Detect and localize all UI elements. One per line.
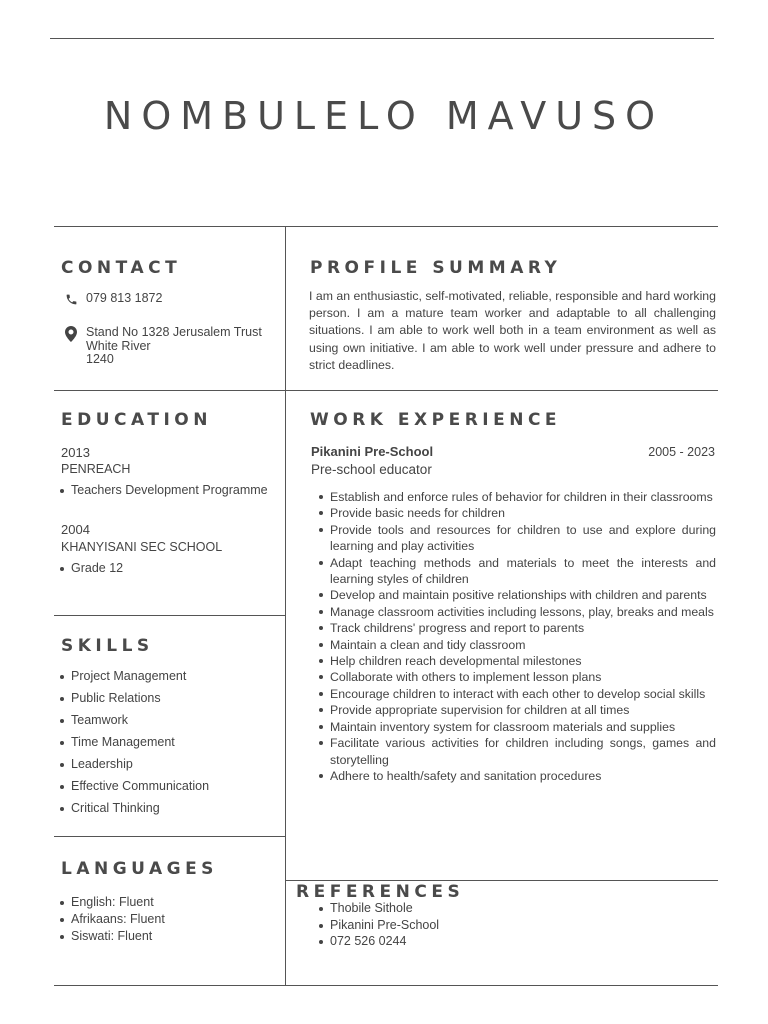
- profile-heading-text: ROFILE SUMMARY: [326, 258, 562, 278]
- candidate-name: NOMBULELO MAVUSO: [103, 94, 665, 138]
- address-line-3: 1240: [86, 352, 114, 366]
- list-item: Develop and maintain positive relationships with children and parents: [319, 587, 716, 603]
- languages-heading-text: ANGUAGES: [76, 859, 218, 879]
- languages-list: [60, 895, 165, 946]
- education-items-list: [60, 561, 123, 575]
- job-dates: 2005 - 2023: [648, 445, 715, 459]
- skills-heading: [61, 636, 154, 656]
- education-year: 2004: [61, 522, 90, 537]
- list-item: Effective Communication: [60, 779, 209, 801]
- phone-icon: [60, 292, 82, 306]
- contact-phone: 079 813 1872: [86, 291, 163, 305]
- references-heading: REFERENCES: [296, 882, 465, 902]
- list-item: English: Fluent: [60, 895, 165, 912]
- list-item: Manage classroom activities including lessons, play, breaks and meals: [319, 604, 716, 620]
- list-item: Maintain inventory system for classroom materials and supplies: [319, 719, 716, 735]
- education-items-list: [60, 483, 268, 497]
- bottom-rule: [54, 985, 718, 986]
- list-item: Grade 12: [60, 561, 123, 575]
- work-heading-initial: W: [310, 410, 334, 430]
- header-bottom-rule: [54, 226, 718, 227]
- list-item: Critical Thinking: [60, 801, 209, 823]
- address-line-1: Stand No 1328 Jerusalem Trust: [86, 325, 262, 339]
- list-item: 072 526 0244: [319, 934, 439, 951]
- list-item: Establish and enforce rules of behavior for children in their classrooms: [319, 489, 716, 505]
- education-heading-initial: E: [61, 410, 78, 430]
- list-item: Track childrens' progress and report to parents: [319, 620, 716, 636]
- contact-address-row: [60, 325, 262, 367]
- list-item: Adapt teaching methods and materials to meet the interests and learning styles of children: [319, 555, 716, 588]
- location-pin-icon: [60, 325, 82, 342]
- languages-heading-initial: L: [61, 859, 77, 879]
- skills-heading-initial: S: [61, 636, 78, 656]
- list-item: Teachers Development Programme: [60, 483, 268, 497]
- list-item: Project Management: [60, 669, 209, 691]
- references-list: [319, 901, 439, 951]
- work-heading: [310, 410, 561, 430]
- languages-heading: [61, 859, 218, 879]
- list-item: Siswati: Fluent: [60, 929, 165, 946]
- work-heading-text: ORK EXPERIENCE: [333, 410, 562, 430]
- skills-heading-text: KILLS: [77, 636, 154, 656]
- job-role: Pre-school educator: [311, 462, 432, 477]
- list-item: Help children reach developmental milestones: [319, 653, 716, 669]
- job-company: Pikanini Pre-School: [311, 444, 434, 459]
- list-item: Facilitate various activities for children including songs, games and storytelling: [319, 735, 716, 768]
- contact-heading-text: ONTACT: [77, 258, 182, 278]
- education-heading: [61, 410, 212, 430]
- contact-phone-row: [60, 292, 162, 306]
- contact-bottom-rule: [54, 390, 718, 391]
- contact-address: [86, 326, 262, 367]
- list-item: Teamwork: [60, 713, 209, 735]
- job-duties-list: [319, 489, 716, 784]
- education-bottom-rule: [54, 615, 285, 616]
- list-item: Adhere to health/safety and sanitation procedures: [319, 768, 716, 784]
- list-item: Time Management: [60, 735, 209, 757]
- contact-heading-initial: C: [61, 258, 78, 278]
- top-rule: [50, 38, 714, 39]
- list-item: Thobile Sithole: [319, 901, 439, 918]
- work-bottom-rule: [286, 880, 718, 881]
- list-item: Maintain a clean and tidy classroom: [319, 637, 716, 653]
- education-school: PENREACH: [61, 462, 131, 476]
- contact-heading: [61, 258, 181, 278]
- column-divider: [285, 226, 286, 986]
- profile-heading-initial: P: [310, 258, 327, 278]
- profile-summary-text: I am an enthusiastic, self-motivated, reliable, responsible and hard working person. I am a mature team worker and adaptable to all challenging situations. I am able to work well both in a team environment as well as using own initiative. I am able to work well under pressure and adhere to strict deadlines.: [309, 289, 716, 372]
- list-item: Leadership: [60, 757, 209, 779]
- list-item: Afrikaans: Fluent: [60, 912, 165, 929]
- list-item: Encourage children to interact with each other to develop social skills: [319, 686, 716, 702]
- education-year: 2013: [61, 445, 90, 460]
- skills-bottom-rule: [54, 836, 285, 837]
- list-item: Public Relations: [60, 691, 209, 713]
- profile-heading: [310, 258, 561, 278]
- skills-list: [60, 669, 209, 823]
- list-item: Pikanini Pre-School: [319, 918, 439, 935]
- list-item: Provide appropriate supervision for children at all times: [319, 702, 716, 718]
- education-heading-text: DUCATION: [77, 410, 212, 430]
- list-item: Collaborate with others to implement lesson plans: [319, 669, 716, 685]
- list-item: Provide tools and resources for children to use and explore during learning and play activities: [319, 522, 716, 555]
- education-school: KHANYISANI SEC SCHOOL: [61, 540, 223, 554]
- address-line-2: White River: [86, 338, 151, 353]
- list-item: Provide basic needs for children: [319, 505, 716, 521]
